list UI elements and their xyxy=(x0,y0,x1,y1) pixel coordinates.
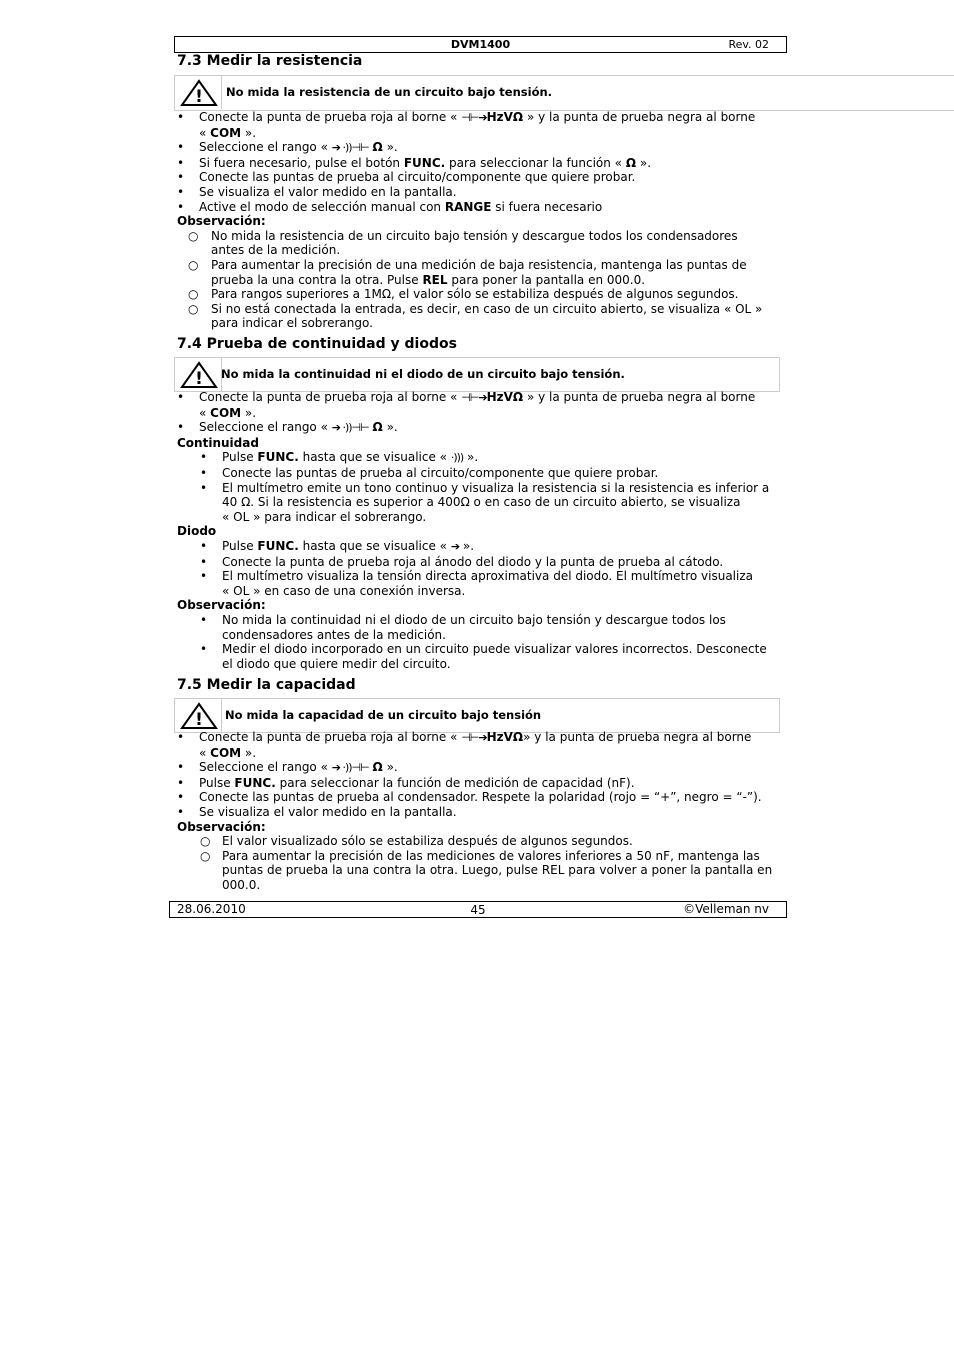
section-body-7-4 xyxy=(177,390,777,671)
warning-text: No mida la resistencia de un circuito bajo tensión. xyxy=(226,85,553,99)
sound-icon: ·))) xyxy=(450,451,464,465)
list-item: • Si fuera necesario, pulse el botón FUNC. para seleccionar la función « Ω ». xyxy=(177,155,652,170)
list-item: • Pulse FUNC. para seleccionar la función de medición de capacidad (nF). xyxy=(177,775,635,790)
svg-text:!: ! xyxy=(195,87,203,107)
list-item: • Conecte las puntas de prueba al circuito/componente que quiere probar. xyxy=(200,465,659,480)
warning-icon xyxy=(175,358,222,391)
list-item: • Conecte las puntas de prueba al circuito/componente que quiere probar. xyxy=(177,170,636,185)
footer-date: 28.06.2010 xyxy=(177,902,246,916)
model-name: DVM1400 xyxy=(450,38,511,51)
list-item: ○ Si no está conectada la entrada, es decir, en caso de un circuito abierto, se visualiza « OL » para indicar el sobrerango. xyxy=(188,301,763,331)
diode-icon: ➔ xyxy=(450,539,460,553)
observation-label: Observación: xyxy=(177,598,266,613)
warning-text: No mida la capacidad de un circuito bajo tensión xyxy=(225,708,542,722)
list-item: • Seleccione el rango « ➔ ·))⊣⊢ Ω ». xyxy=(177,140,398,155)
list-item: • Conecte la punta de prueba roja al ánodo del diodo y la punta de prueba al cátodo. xyxy=(200,554,724,569)
warning-icon xyxy=(175,699,222,732)
observation-label: Observación: xyxy=(177,819,266,834)
list-item: • Se visualiza el valor medido en la pantalla. xyxy=(177,184,457,199)
list-item: • Pulse FUNC. hasta que se visualice « ·))) ». xyxy=(200,450,479,465)
page-footer xyxy=(169,901,787,918)
section-title-7-5: 7.5 Medir la capacidad xyxy=(177,677,356,693)
copyright: ©Velleman nv xyxy=(683,902,769,916)
page-header xyxy=(174,36,787,53)
list-item: ○ Para rangos superiores a 1MΩ, el valor sólo se estabiliza después de algunos segundos. xyxy=(188,287,739,302)
list-item: • Conecte la punta de prueba roja al borne « ⊣⊢➔HzVΩ » y la punta de prueba negra al borne « COM ». xyxy=(177,110,756,140)
list-item: • Active el modo de selección manual con RANGE si fuera necesario xyxy=(177,199,603,214)
page-number: 45 xyxy=(470,903,486,917)
warning-box-7-4 xyxy=(174,357,780,392)
list-item: • No mida la continuidad ni el diodo de un circuito bajo tensión y descargue todos los condensadores antes de la medición. xyxy=(200,612,726,642)
svg-text:!: ! xyxy=(195,710,203,730)
range-icon: ➔ ·))⊣⊢ xyxy=(331,761,369,775)
list-item: • El multímetro emite un tono continuo y visualiza la resistencia si la resistencia es inferior a 40 Ω. Si la resistencia es superior a 400Ω o en caso de un circuito abierto, se visualiza « OL » para indicar el sobrerango. xyxy=(200,480,770,524)
list-item: • El multímetro visualiza la tensión directa aproximativa del diodo. El multímetro visualiza « OL » en caso de una conexión inversa. xyxy=(200,569,753,598)
list-item: ○ No mida la resistencia de un circuito bajo tensión y descargue todos los condensadores antes de la medición. xyxy=(188,228,738,258)
list-item: • Conecte la punta de prueba roja al borne « ⊣⊢➔HzVΩ » y la punta de prueba negra al borne « COM ». xyxy=(177,390,756,420)
list-item: • Seleccione el rango « ➔ ·))⊣⊢ Ω ». xyxy=(177,420,398,435)
list-item: • Conecte las puntas de prueba al condensador. Respete la polaridad (rojo = “+”, negro = “-”). xyxy=(177,790,762,805)
list-item: ○ Para aumentar la precisión de las mediciones de valores inferiores a 50 nF, mantenga las puntas de prueba la una contra la otra. Luego, pulse REL para volver a poner la pantalla en 000.0. xyxy=(200,848,773,892)
diode-label: Diodo xyxy=(177,524,217,539)
observation-label: Observación: xyxy=(177,214,266,229)
continuity-label: Continuidad xyxy=(177,435,259,450)
hz-terminal-icon: ⊣⊢➔ xyxy=(461,391,487,404)
list-item: • Medir el diodo incorporado en un circuito puede visualizar valores incorrectos. Desconecte el diodo que quiere medir del circuito. xyxy=(200,642,767,671)
list-item: • Se visualiza el valor medido en la pantalla. xyxy=(177,804,457,819)
section-body-7-5 xyxy=(177,730,777,893)
hz-terminal-icon: ⊣⊢➔ xyxy=(461,731,487,744)
list-item: • Seleccione el rango « ➔ ·))⊣⊢ Ω ». xyxy=(177,760,398,775)
section-title-7-4: 7.4 Prueba de continuidad y diodos xyxy=(177,336,457,352)
warning-box-7-3 xyxy=(174,75,954,111)
hz-terminal-icon: ⊣⊢➔ xyxy=(461,111,487,124)
section-body-7-3 xyxy=(177,110,777,331)
warning-icon xyxy=(175,76,222,109)
range-icon: ➔ ·))⊣⊢ xyxy=(331,421,369,435)
list-item: ○ Para aumentar la precisión de una medición de baja resistencia, mantenga las puntas de prueba la una contra la otra. Pulse REL para poner la pantalla en 000.0. xyxy=(188,257,747,287)
svg-text:!: ! xyxy=(195,369,203,389)
list-item: • Conecte la punta de prueba roja al borne « ⊣⊢➔HzVΩ» y la punta de prueba negra al borne « COM ». xyxy=(177,730,752,760)
range-icon: ➔ ·))⊣⊢ xyxy=(331,141,369,155)
section-title-7-3: 7.3 Medir la resistencia xyxy=(177,53,363,69)
warning-box-7-5 xyxy=(174,698,780,733)
warning-text: No mida la continuidad ni el diodo de un circuito bajo tensión. xyxy=(221,367,625,381)
list-item: • Pulse FUNC. hasta que se visualice « ➔ ». xyxy=(200,538,475,553)
list-item: ○ El valor visualizado sólo se estabiliza después de algunos segundos. xyxy=(200,834,633,849)
revision: Rev. 02 xyxy=(728,38,769,51)
